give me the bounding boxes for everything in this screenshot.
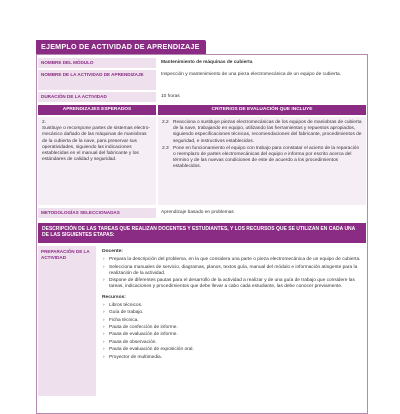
list-item: › Proyector de multimedia. [102,355,362,361]
document-title: EJEMPLO DE ACTIVIDAD DE APRENDIZAJE [36,40,206,54]
module-row [38,58,366,68]
list-item: › Pauta de evaluación de exposición oral. [102,347,362,353]
recursos-heading: Recursos: [102,294,126,300]
duration-value: 10 horas [158,92,366,102]
duration-label: DURACIÓN DE LA ACTIVIDAD [38,92,156,102]
list-item: › Pauta de evaluación de informe. [102,332,362,338]
list-item: › Pauta de observación. [102,340,362,346]
criterion-number: 2.3 [162,145,169,151]
docente-list [102,257,362,290]
module-value: Mantenimiento de máquinas de cubierta [158,58,366,68]
list-item: › Ficha técnica. [102,318,362,324]
criterion-item [162,120,362,145]
methodology-value: Aprendizaje basado en problemas [158,208,366,218]
preparation-content [98,246,366,400]
list-item: › Libros técnicos. [102,303,362,309]
criterion-number: 2.2 [162,120,169,125]
list-item: › Dispone de diferentes pautas para el desarrollo de la actividad a realizar y de una guía de trabajo que considere las tareas, indicaciones y procedimientos que debe llevar a cabo cada estudiante, las debe conocer previamente. [102,278,362,290]
activity-row [38,70,366,90]
methodology-row [38,208,366,218]
duration-row [38,92,366,102]
preparation-label: PREPARACIÓN DE LA ACTIVIDAD [38,246,96,396]
criteria-cell [158,117,366,205]
expected-learning-number: 2. [42,120,47,125]
activity-label: NOMBRE DE LA ACTIVIDAD DE APRENDIZAJE [38,70,156,90]
list-item: › Guía de trabajo. [102,310,362,316]
expected-learning-header: APRENDIZAJES ESPERADOS [38,105,156,115]
list-item: › Selecciona manuales de servicio, diagramas, planos, textos guía, manual del módulo e información atingente para la realización de la actividad. [102,265,362,277]
methodology-label: METODOLOGÍAS SELECCIONADAS [38,208,156,218]
expected-learning-cell [38,117,156,205]
list-item: › Pauta de confección de informe. [102,325,362,331]
activity-value: Inspección y mantenimiento de una pieza electromecánica de un equipo de cubierta. [158,70,366,90]
recursos-list [102,303,362,361]
criterion-item [162,146,362,171]
docente-heading: Docente: [102,249,123,254]
criterion-text: Reacciona o sustituye piezas electromecánicas de los equipos de maniobras de cubierta de la nave, trabajando en equipo, utilizando las herramientas y repuestos apropiados, siguiendo especificaciones técnicas, recomendaciones del fabricante, procedimientos de seguridad, e instructivos establecidos. [173,120,362,144]
criterion-text: Pone en funcionamiento el equipo con trabajo para constatar el acierto de la reparación o reemplazo de partes electromecánicas del equipo e informa por escrito acerca del término y de las nuevas condiciones de este de acuerdo a los procedimientos establecidos. [173,145,360,170]
list-item: › Prepara la descripción del problema, en la que considera una parte o pieza electromecánica de un equipo de cubierta. [102,257,362,263]
module-label: NOMBRE DEL MÓDULO [38,58,156,68]
criteria-header: CRITERIOS DE EVALUACIÓN QUE INCLUYE [158,105,366,115]
expected-learning-text: Sustituye o recompone partes de sistemas electro-mecánico dañado de las máquinas de maniobras de la cubierta de la nave, para preservar sus operatividades, siguiendo las indicaciones establecidas en el manual del fabricante y los estándares de calidad y seguridad. [42,126,150,163]
tasks-section-header: DESCRIPCIÓN DE LAS TAREAS QUE REALIZAN DOCENTES Y ESTUDIANTES, Y LOS RECURSOS QUE SE UTILIZAN EN CADA UNA DE LAS SIGUIENTES ETAPAS: [38,223,366,243]
